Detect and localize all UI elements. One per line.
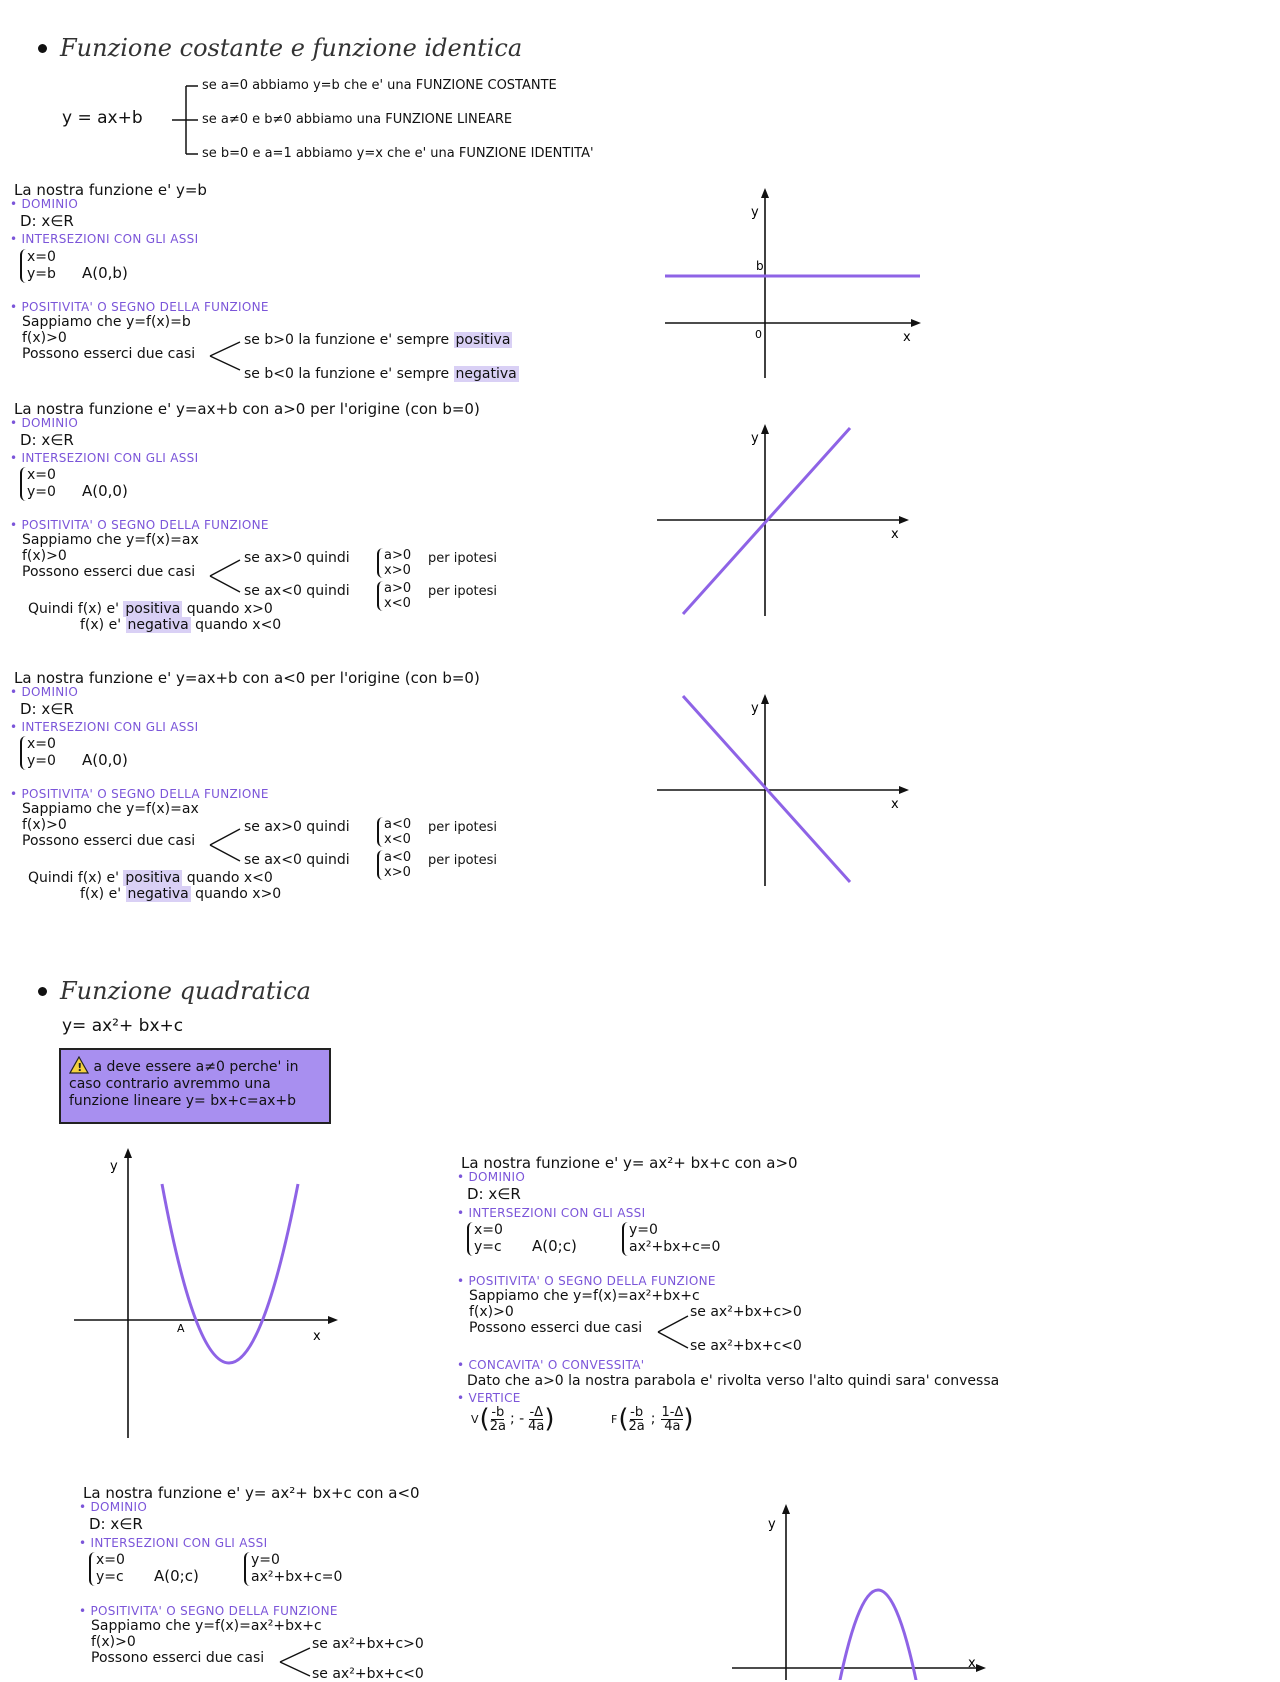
block5-casi: Possono esserci due casi	[91, 1650, 265, 1666]
block1-dominio-label: • DOMINIO	[10, 197, 79, 211]
vertex-v: V	[471, 1412, 479, 1426]
block5-case2: se ax²+bx+c<0	[312, 1666, 424, 1682]
block1-heading: La nostra funzione e' y=b	[14, 181, 207, 199]
block5-point: A(0;c)	[154, 1567, 199, 1585]
block3-quindi-1: Quindi f(x) e' positiva quando x<0	[28, 870, 273, 886]
block5-dominio: D: x∈R	[89, 1515, 143, 1533]
block1-sappiamo: Sappiamo che y=f(x)=b	[22, 314, 191, 330]
block4-sys-bottom: y=c	[474, 1239, 502, 1255]
block2-sappiamo: Sappiamo che y=f(x)=ax	[22, 532, 199, 548]
block3-case1-system	[377, 817, 411, 847]
block5-sys2-top: y=0	[251, 1552, 280, 1568]
block5-sys-top: x=0	[96, 1552, 125, 1568]
formula-quadratic: y= ax²+ bx+c	[62, 1016, 184, 1036]
origin-label: 0	[755, 328, 762, 341]
block1-case-arrows	[206, 336, 246, 376]
y-axis-label: y	[110, 1159, 118, 1174]
focus-x-den: 2a	[628, 1418, 645, 1434]
graph-constant	[655, 186, 925, 386]
block3-point: A(0,0)	[82, 751, 128, 769]
x-axis-arrow	[899, 786, 909, 794]
block5-sys-bottom: y=c	[96, 1569, 124, 1585]
y-axis-arrow	[761, 188, 769, 198]
block4-heading: La nostra funzione e' y= ax²+ bx+c con a>0	[461, 1154, 798, 1172]
case-line-1: se a=0 abbiamo y=b che e' una FUNZIONE COSTANTE	[202, 78, 557, 93]
bullet-icon	[38, 987, 47, 996]
block2-ipotesi-2: per ipotesi	[428, 584, 498, 599]
block3-fx: f(x)>0	[22, 817, 67, 833]
block1-casi: Possono esserci due casi	[22, 346, 196, 362]
b-label: b	[756, 259, 764, 273]
block2-case2-system	[377, 581, 411, 611]
block2-ipotesi-1: per ipotesi	[428, 551, 498, 566]
block3-case-arrows	[206, 825, 246, 865]
section-title-constant-identity: Funzione costante e funzione identica	[60, 34, 523, 62]
graph-linear-positive	[655, 420, 915, 620]
block3-sappiamo: Sappiamo che y=f(x)=ax	[22, 801, 199, 817]
vertex-x-num: -b	[491, 1404, 505, 1420]
block1-case1: se b>0 la funzione e' sempre positiva	[244, 332, 511, 348]
block4-positivita-label: • POSITIVITA' O SEGNO DELLA FUNZIONE	[457, 1274, 716, 1288]
block3-system	[20, 736, 56, 770]
section-title-quadratic: Funzione quadratica	[60, 977, 311, 1005]
y-axis-label: y	[751, 205, 759, 220]
block5-sys2-bottom: ax²+bx+c=0	[251, 1569, 343, 1585]
block3-case1-sys-top: a<0	[384, 817, 412, 832]
block3-ipotesi-1: per ipotesi	[428, 820, 498, 835]
block2-quindi-2: f(x) e' negativa quando x<0	[80, 617, 282, 633]
y-axis-label: y	[768, 1517, 776, 1532]
block4-case1: se ax²+bx+c>0	[690, 1304, 802, 1320]
block3-case2-sys-bottom: x>0	[384, 865, 411, 880]
focus-f: F	[611, 1412, 618, 1426]
block5-system	[89, 1552, 125, 1586]
block3-dominio: D: x∈R	[20, 700, 74, 718]
block2-dominio: D: x∈R	[20, 431, 74, 449]
graph-linear-negative	[655, 690, 915, 890]
block5-system-2	[244, 1552, 342, 1586]
y-axis-arrow	[761, 424, 769, 434]
block4-sys2-top: y=0	[629, 1222, 658, 1238]
block5-case-arrows	[276, 1644, 316, 1680]
block2-fx: f(x)>0	[22, 548, 67, 564]
block4-vertex-formula: V ( $\frac{-b}{2a}$ ; - $\frac{-\Delta}{4a}$ )	[471, 1404, 555, 1434]
vertex-y-den: 4a	[528, 1418, 545, 1434]
block4-sys2-bottom: ax²+bx+c=0	[629, 1239, 721, 1255]
block1-case2: se b<0 la funzione e' sempre negativa	[244, 366, 517, 382]
block3-positivita-label: • POSITIVITA' O SEGNO DELLA FUNZIONE	[10, 787, 269, 801]
block2-quindi-1: Quindi f(x) e' positiva quando x>0	[28, 601, 273, 617]
block4-point: A(0;c)	[532, 1237, 577, 1255]
block4-intersezioni-label: • INTERSEZIONI CON GLI ASSI	[457, 1206, 646, 1220]
x-axis-label: x	[903, 330, 911, 345]
block2-system	[20, 467, 56, 501]
block2-case2: se ax<0 quindi	[244, 583, 350, 599]
svg-text:!: !	[77, 1061, 83, 1074]
block2-positivita-label: • POSITIVITA' O SEGNO DELLA FUNZIONE	[10, 518, 269, 532]
block2-case1-sys-bottom: x>0	[384, 563, 411, 578]
A-label: A	[177, 1322, 185, 1335]
block1-point: A(0,b)	[82, 264, 128, 282]
block4-concavita-label: • CONCAVITA' O CONVESSITA'	[457, 1358, 645, 1372]
block4-case2: se ax²+bx+c<0	[690, 1338, 802, 1354]
block3-heading: La nostra funzione e' y=ax+b con a<0 per l'origine (con b=0)	[14, 669, 480, 687]
warning-icon	[69, 1056, 89, 1074]
block3-ipotesi-2: per ipotesi	[428, 853, 498, 868]
graph-parabola-up	[70, 1142, 350, 1442]
block5-positivita-label: • POSITIVITA' O SEGNO DELLA FUNZIONE	[79, 1604, 338, 1618]
block1-fx: f(x)>0	[22, 330, 67, 346]
block4-system-2	[622, 1222, 720, 1256]
graph-parabola-down	[728, 1500, 998, 1680]
block5-intersezioni-label: • INTERSEZIONI CON GLI ASSI	[79, 1536, 268, 1550]
focus-y-num: 1-Δ	[661, 1404, 684, 1420]
block4-concavita: Dato che a>0 la nostra parabola e' rivolta verso l'alto quindi sara' convessa	[467, 1373, 1000, 1389]
block2-case-arrows	[206, 556, 246, 596]
warning-box	[59, 1048, 331, 1124]
block1-sys-top: x=0	[27, 249, 56, 265]
focus-x-num: -b	[630, 1404, 644, 1420]
parabola-concave	[836, 1590, 920, 1680]
x-axis-label: x	[891, 797, 899, 812]
focus-y-den: 4a	[664, 1418, 681, 1434]
vertex-y-num: -Δ	[529, 1404, 544, 1420]
increasing-line	[683, 428, 850, 614]
block4-sys-top: x=0	[474, 1222, 503, 1238]
block3-case2-system	[377, 850, 411, 880]
block2-casi: Possono esserci due casi	[22, 564, 196, 580]
block3-sys-bottom: y=0	[27, 753, 56, 769]
block2-sys-top: x=0	[27, 467, 56, 483]
block5-dominio-label: • DOMINIO	[79, 1500, 148, 1514]
warning-text: a deve essere a≠0 perche' in caso contrario avremmo una funzione lineare y= bx+c=ax+b	[69, 1059, 299, 1109]
block3-sys-top: x=0	[27, 736, 56, 752]
block2-case1-sys-top: a>0	[384, 548, 412, 563]
block1-positivita-label: • POSITIVITA' O SEGNO DELLA FUNZIONE	[10, 300, 269, 314]
block1-dominio: D: x∈R	[20, 212, 74, 230]
parabola-convex	[162, 1184, 298, 1363]
block3-dominio-label: • DOMINIO	[10, 685, 79, 699]
block2-sys-bottom: y=0	[27, 484, 56, 500]
formula-linear: y = ax+b	[62, 108, 143, 128]
x-axis-label: x	[968, 1656, 976, 1671]
block2-intersezioni-label: • INTERSEZIONI CON GLI ASSI	[10, 451, 199, 465]
case-line-2: se a≠0 e b≠0 abbiamo una FUNZIONE LINEARE	[202, 112, 513, 127]
x-axis-label: x	[891, 527, 899, 542]
block5-sappiamo: Sappiamo che y=f(x)=ax²+bx+c	[91, 1618, 322, 1634]
block4-system	[467, 1222, 503, 1256]
y-axis-label: y	[751, 701, 759, 716]
block4-casi: Possono esserci due casi	[469, 1320, 643, 1336]
block5-fx: f(x)>0	[91, 1634, 136, 1650]
x-axis-arrow	[976, 1664, 986, 1672]
block4-sappiamo: Sappiamo che y=f(x)=ax²+bx+c	[469, 1288, 700, 1304]
block4-focus-formula: F ( $\frac{-b}{2a}$ ; $\frac{1-\Delta}{4a}$ )	[611, 1404, 694, 1434]
y-axis-arrow	[782, 1504, 790, 1514]
block2-heading: La nostra funzione e' y=ax+b con a>0 per l'origine (con b=0)	[14, 400, 480, 418]
x-axis-label: x	[313, 1329, 321, 1344]
x-axis-arrow	[899, 516, 909, 524]
bullet-icon	[38, 44, 47, 53]
block5-case1: se ax²+bx+c>0	[312, 1636, 424, 1652]
x-axis-arrow	[328, 1316, 338, 1324]
block2-case2-sys-bottom: x<0	[384, 596, 411, 611]
block2-point: A(0,0)	[82, 482, 128, 500]
block3-intersezioni-label: • INTERSEZIONI CON GLI ASSI	[10, 720, 199, 734]
block1-intersezioni-label: • INTERSEZIONI CON GLI ASSI	[10, 232, 199, 246]
block1-sys-bottom: y=b	[27, 266, 56, 282]
y-axis-arrow	[124, 1148, 132, 1158]
block2-case1-system	[377, 548, 411, 578]
block4-case-arrows	[654, 1312, 694, 1352]
block3-case2: se ax<0 quindi	[244, 852, 350, 868]
block3-quindi-2: f(x) e' negativa quando x>0	[80, 886, 282, 902]
block3-case1-sys-bottom: x<0	[384, 832, 411, 847]
y-axis-arrow	[761, 694, 769, 704]
block2-case1: se ax>0 quindi	[244, 550, 350, 566]
block1-system	[20, 249, 56, 283]
decreasing-line	[683, 696, 850, 882]
y-axis-label: y	[751, 431, 759, 446]
block3-case2-sys-top: a<0	[384, 850, 412, 865]
block2-case2-sys-top: a>0	[384, 581, 412, 596]
block4-dominio-label: • DOMINIO	[457, 1170, 526, 1184]
x-axis-arrow	[911, 319, 921, 327]
block3-case1: se ax>0 quindi	[244, 819, 350, 835]
case-brace-lines	[172, 82, 202, 162]
block4-vertice-label: • VERTICE	[457, 1391, 521, 1405]
block4-fx: f(x)>0	[469, 1304, 514, 1320]
vertex-x-den: 2a	[489, 1418, 506, 1434]
block4-dominio: D: x∈R	[467, 1185, 521, 1203]
block3-casi: Possono esserci due casi	[22, 833, 196, 849]
block2-dominio-label: • DOMINIO	[10, 416, 79, 430]
case-line-3: se b=0 e a=1 abbiamo y=x che e' una FUNZIONE IDENTITA'	[202, 146, 594, 161]
block5-heading: La nostra funzione e' y= ax²+ bx+c con a<0	[83, 1484, 420, 1502]
